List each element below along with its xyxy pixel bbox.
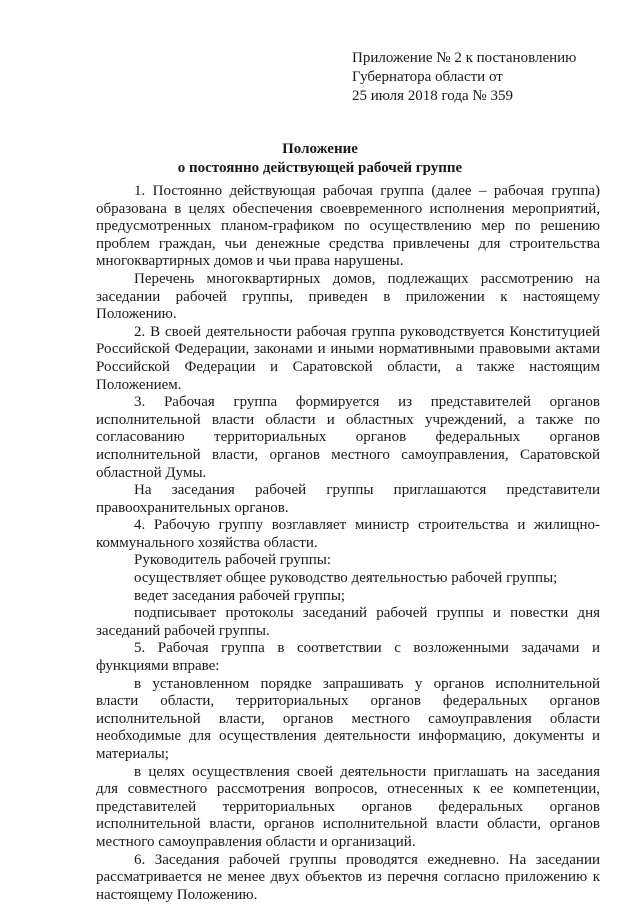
paragraph-12: в установленном порядке запрашивать у органов исполнительной власти области, территориальных органов федеральных органов исполнительной власти, органов местного самоуправления области необходимые для осуществления деятельности информацию, документы и материалы; [96, 675, 600, 762]
paragraph-7: Руководитель рабочей группы: [134, 552, 331, 569]
title-line-2: о постоянно действующей рабочей группе [177, 160, 463, 176]
paragraph-11: 5. Рабочая группа в соответствии с возложенными задачами и функциями вправе: [96, 640, 600, 675]
document-title [60, 140, 580, 178]
paragraph-13: в целях осуществления своей деятельности приглашать на заседания для совместного рассмотрения вопросов, отнесенных к ее компетенции, представителей территориальных органов федеральных органов исполнительной власти, органов исполнительной власти области, органов местного самоуправления области и организаций. [96, 763, 600, 850]
paragraph-4: 3. Рабочая группа формируется из представителей органов исполнительной власти области и областных учреждений, а также по согласованию территориальных органов федеральных органов исполнительной власти, органов местного самоуправления, Саратовской областной Думы. [96, 394, 600, 481]
document-body [96, 183, 600, 904]
paragraph-2: Перечень многоквартирных домов, подлежащих рассмотрению на заседании рабочей группы, приведен в приложении к настоящему Положению. [96, 270, 600, 323]
appendix-reference [352, 49, 622, 106]
paragraph-8: осуществляет общее руководство деятельностью рабочей группы; [134, 570, 558, 587]
appendix-line-1: Приложение № 2 к постановлению [352, 50, 577, 66]
paragraph-5: На заседания рабочей группы приглашаются представители правоохранительных органов. [96, 482, 600, 516]
paragraph-14: 6. Заседания рабочей группы проводятся ежедневно. На заседании рассматривается не менее двух объектов из перечня согласно приложению к настоящему Положению. [96, 851, 600, 903]
title-line-1: Положение [282, 141, 358, 157]
paragraph-9: ведет заседания рабочей группы; [134, 587, 346, 604]
paragraph-10: подписывает протоколы заседаний рабочей группы и повестки дня заседаний рабочей группы. [96, 605, 600, 639]
paragraph-3: 2. В своей деятельности рабочая группа руководствуется Конституцией Российской Федерации, законами и иными нормативными правовыми актами Российской Федерации и Саратовской области, а также настоящим Положением. [96, 323, 600, 393]
appendix-line-3: 25 июля 2018 года № 359 [352, 88, 513, 104]
appendix-line-2: Губернатора области от [352, 69, 503, 85]
paragraph-1: 1. Постоянно действующая рабочая группа (далее – рабочая группа) образована в целях обеспечения своевременного исполнения мероприятий, предусмотренных планом-графиком по осуществлению мер по решению проблем граждан, чьи денежные средства привлечены для строительства многоквартирных домов и чьи права нарушены. [96, 183, 600, 270]
paragraph-6: 4. Рабочую группу возглавляет министр строительства и жилищно-коммунального хозяйства области. [96, 517, 600, 551]
